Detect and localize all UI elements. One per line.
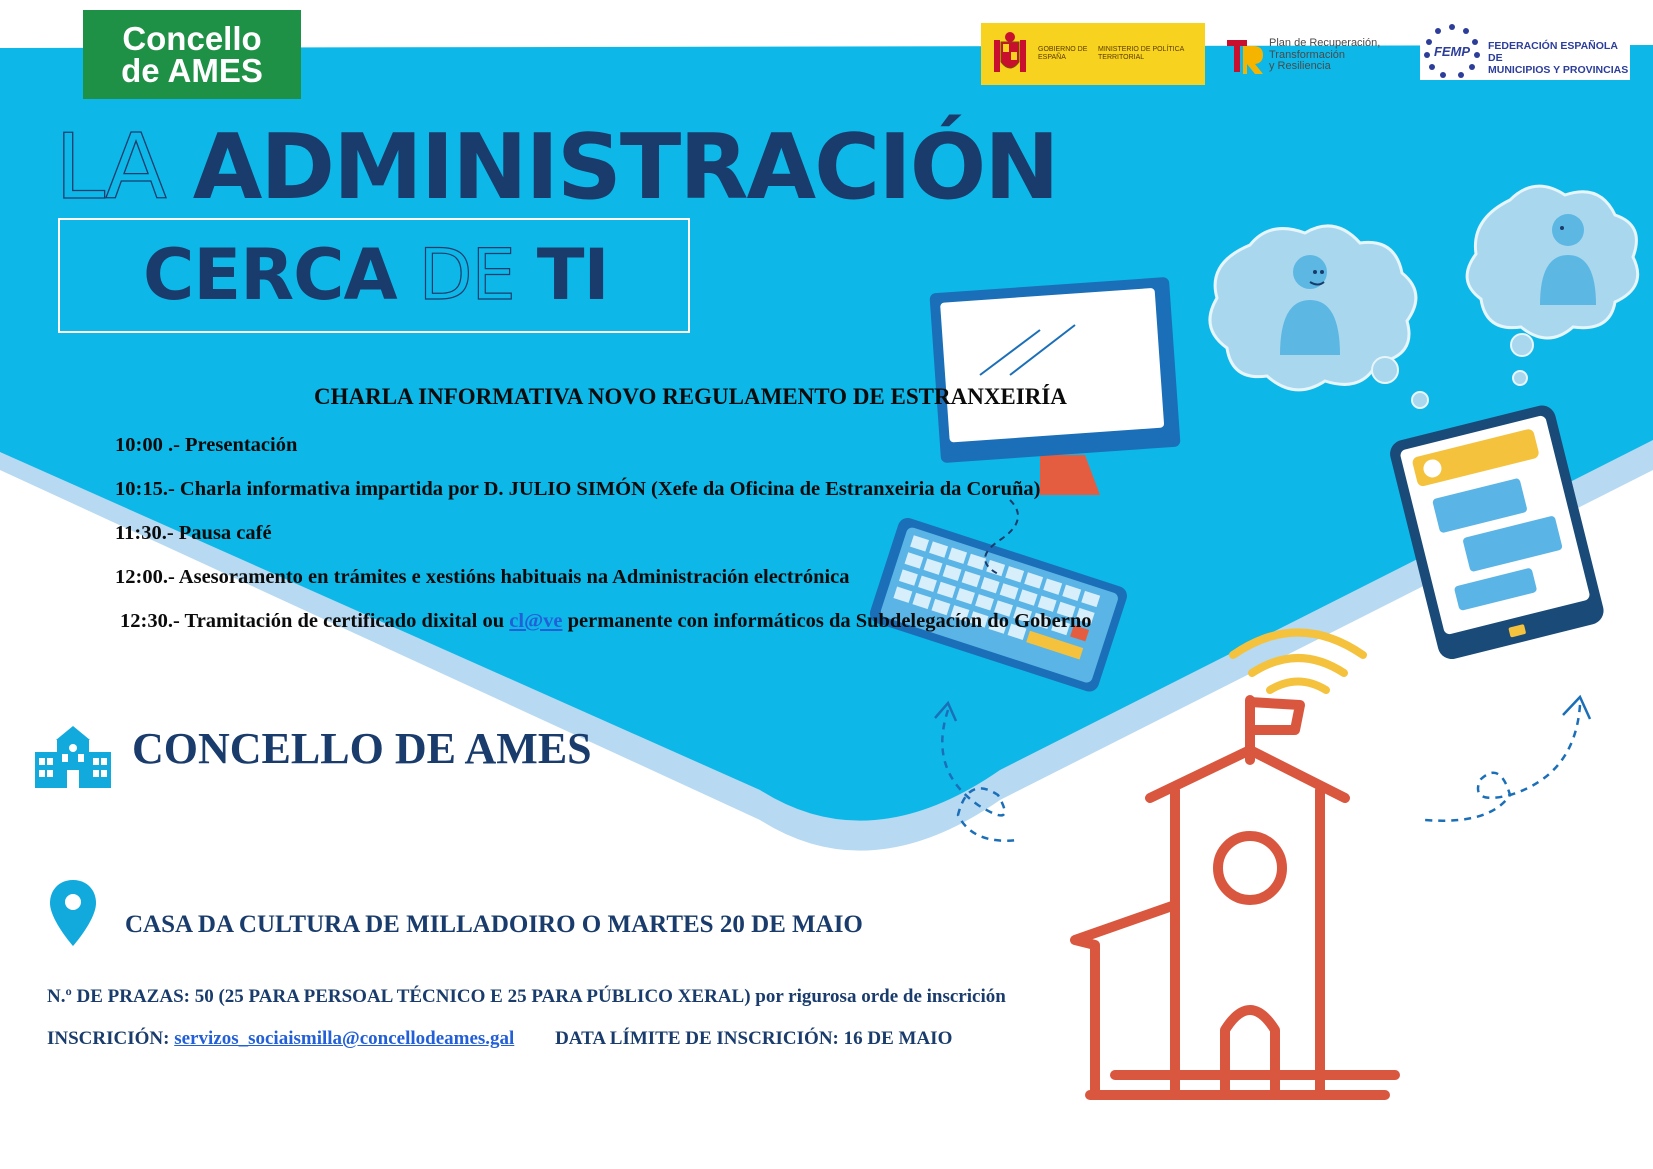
- svg-text:FEMP: FEMP: [1433, 44, 1471, 59]
- femp-stars-icon: [1420, 22, 1484, 80]
- prtr-mark-icon: [1225, 38, 1265, 76]
- location-pin-icon: [48, 878, 98, 948]
- registration-email-link[interactable]: servizos_sociaismilla@concellodeames.gal: [174, 1028, 515, 1049]
- event-heading: CHARLA INFORMATIVA NOVO REGULAMENTO DE ESTRANXEIRÍA: [314, 384, 1067, 409]
- femp-logo: FEMP FEDERACIÓN ESPAÑOLA DE MUNICIPIOS Y PROVINCIAS: [1420, 22, 1630, 80]
- title-word: ADMINISTRACIÓN: [192, 115, 1058, 220]
- program-item: 11:30.- Pausa café: [115, 522, 272, 544]
- program-item: 10:15.- Charla informativa impartida por D. JULIO SIMÓN (Xefe da Oficina de Estranxeiria da Coruña): [115, 478, 1041, 500]
- plan-recuperacion-logo: Plan de Recuperación, Transformación y Resiliencia: [1225, 38, 1397, 78]
- program-item: 10:00 .- Presentación: [115, 434, 298, 456]
- registration-deadline: DATA LÍMITE DE INSCRICIÓN: 16 DE MAIO: [555, 1028, 953, 1049]
- main-title: [55, 115, 1058, 220]
- town-hall-icon: [1075, 700, 1395, 1095]
- registration-info: INSCRICIÓN: servizos_sociaismilla@concellodeames.gal DATA LÍMITE DE INSCRICIÓN: 16 DE MAIO: [47, 1028, 953, 1049]
- event-location-date: CASA DA CULTURA DE MILLADOIRO O MARTES 20 DE MAIO: [125, 911, 863, 938]
- concello-de-ames-logo: Concello de AMES: [83, 10, 301, 99]
- program-item: 12:00.- Asesoramento en trámites e xestións habituais na Administración electrónica: [115, 566, 850, 588]
- subtitle: CERCA DE TI: [143, 234, 609, 316]
- gobierno-espana-logo: GOBIERNO DE ESPAÑA MINISTERIO DE POLÍTICA TERRITORIAL: [981, 23, 1205, 85]
- venue-title: CONCELLO DE AMES: [132, 724, 592, 773]
- title-article: LA: [55, 115, 165, 220]
- coat-of-arms-icon: [990, 30, 1030, 78]
- clave-link[interactable]: cl@ve: [509, 610, 563, 632]
- program-item: 12:30.- Tramitación de certificado dixital ou cl@ve permanente con informáticos da Subdelegacíon do Goberno: [120, 610, 1092, 632]
- places-info: N.º DE PRAZAS: 50 (25 PARA PERSOAL TÉCNICO E 25 PARA PÚBLICO XERAL) por rigurosa orde de inscrición: [47, 986, 1006, 1007]
- school-building-icon: [35, 724, 111, 790]
